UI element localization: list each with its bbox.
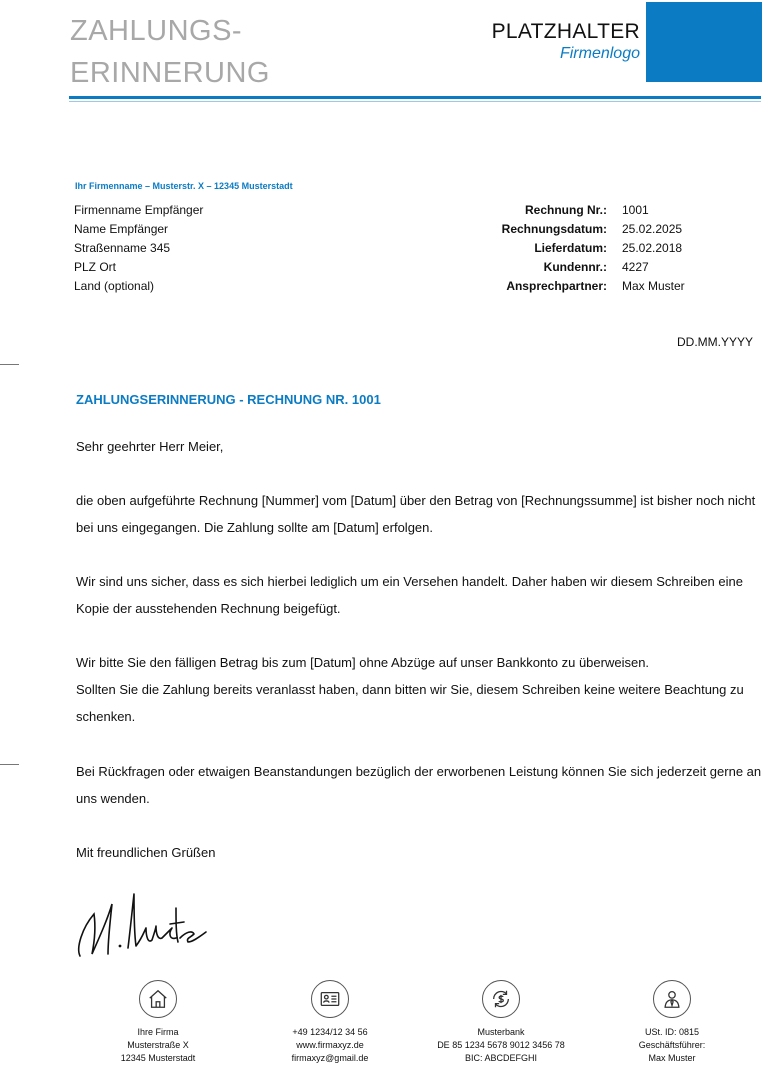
fold-mark-bottom [0, 764, 19, 765]
recipient-line: Land (optional) [74, 279, 155, 293]
logo-placeholder-box [646, 2, 762, 82]
home-icon [139, 980, 177, 1018]
header-divider-thin [69, 101, 761, 102]
footer-line: Musterbank [477, 1027, 525, 1037]
header-divider [69, 96, 761, 99]
meta-label: Rechnung Nr.: [524, 203, 607, 217]
footer-line: DE 85 1234 5678 9012 3456 78 [437, 1040, 565, 1050]
footer-line: Max Muster [648, 1053, 696, 1063]
invoice-meta-table [437, 201, 722, 296]
recipient-line: Firmenname Empfänger [74, 203, 204, 217]
letter-subject: ZAHLUNGSERINNERUNG - RECHNUNG NR. 1001 [76, 392, 381, 407]
paragraph-3b: Sollten Sie die Zahlung bereits veranlasst haben, dann bitten wir Sie, diesem Schreiben keine weitere Beachtung zu schenken. [76, 682, 744, 724]
paragraph-2: Wir sind uns sicher, dass es sich hierbei lediglich um ein Versehen handelt. Daher haben wir diesem Schreiben eine Kopie der ausstehenden Rechnung beigefügt. [76, 574, 743, 616]
recipient-line: PLZ Ort [74, 260, 117, 274]
money-exchange-icon [482, 980, 520, 1018]
title-line-1: ZAHLUNGS- [70, 15, 243, 47]
footer-company [73, 980, 243, 1065]
logo-sub-text: Firmenlogo [559, 45, 640, 62]
person-tie-icon [653, 980, 691, 1018]
meta-row-invoice-number [437, 201, 722, 220]
paragraph-3a: Wir bitte Sie den fälligen Betrag bis zum [Datum] ohne Abzüge auf unser Bankkonto zu überweisen. [76, 655, 650, 670]
signature [72, 888, 212, 973]
recipient-line: Name Empfänger [74, 222, 169, 236]
meta-value: 25.02.2018 [622, 241, 683, 255]
recipient-address [74, 201, 203, 296]
footer-line: 12345 Musterstadt [120, 1053, 196, 1063]
meta-row-delivery-date [437, 239, 722, 258]
footer-line: BIC: ABCDEFGHI [464, 1053, 537, 1063]
paragraph-1: die oben aufgeführte Rechnung [Nummer] vom [Datum] über den Betrag von [Rechnungssumme] ist bisher noch nicht bei uns eingegangen. Die Zahlung sollte am [Datum] erfolgen. [76, 493, 756, 535]
footer-line: Ihre Firma [137, 1027, 179, 1037]
meta-value: 1001 [622, 203, 649, 217]
signature-drawing [72, 888, 212, 968]
footer-bank [416, 980, 586, 1065]
meta-label: Ansprechpartner: [506, 279, 607, 293]
footer-contact [245, 980, 415, 1065]
letter-date: DD.MM.YYYY [676, 335, 753, 349]
title-line-2: ERINNERUNG [70, 57, 270, 89]
salutation: Sehr geehrter Herr Meier, [76, 439, 224, 454]
document-title [70, 10, 270, 94]
meta-value: 4227 [622, 260, 649, 274]
footer-line: www.firmaxyz.de [296, 1040, 364, 1050]
sender-address-line: Ihr Firmenname – Musterstr. X – 12345 Musterstadt [75, 181, 293, 191]
footer-line: USt. ID: 0815 [644, 1027, 700, 1037]
footer-line: +49 1234/12 34 56 [292, 1027, 368, 1037]
meta-value: 25.02.2025 [622, 222, 683, 236]
meta-label: Kundennr.: [543, 260, 607, 274]
footer-tax-management [587, 980, 757, 1065]
contact-card-icon [311, 980, 349, 1018]
fold-mark-top [0, 364, 19, 365]
recipient-line: Straßenname 345 [74, 241, 171, 255]
paragraph-4: Bei Rückfragen oder etwaigen Beanstandungen bezüglich der erworbenen Leistung können Sie sich jederzeit gerne an uns wenden. [76, 764, 762, 806]
footer-line: Musterstraße X [127, 1040, 189, 1050]
footer-line: Geschäftsführer: [638, 1040, 706, 1050]
logo-main-text: PLATZHALTER [491, 20, 640, 43]
footer-line: firmaxyz@gmail.de [291, 1053, 369, 1063]
closing: Mit freundlichen Grüßen [76, 845, 216, 860]
meta-row-invoice-date [437, 220, 722, 239]
company-logo-text [492, 20, 640, 64]
meta-label: Lieferdatum: [534, 241, 607, 255]
meta-row-contact-person [437, 277, 722, 296]
meta-label: Rechnungsdatum: [501, 222, 607, 236]
meta-value: Max Muster [622, 279, 685, 293]
meta-row-customer-number [437, 258, 722, 277]
